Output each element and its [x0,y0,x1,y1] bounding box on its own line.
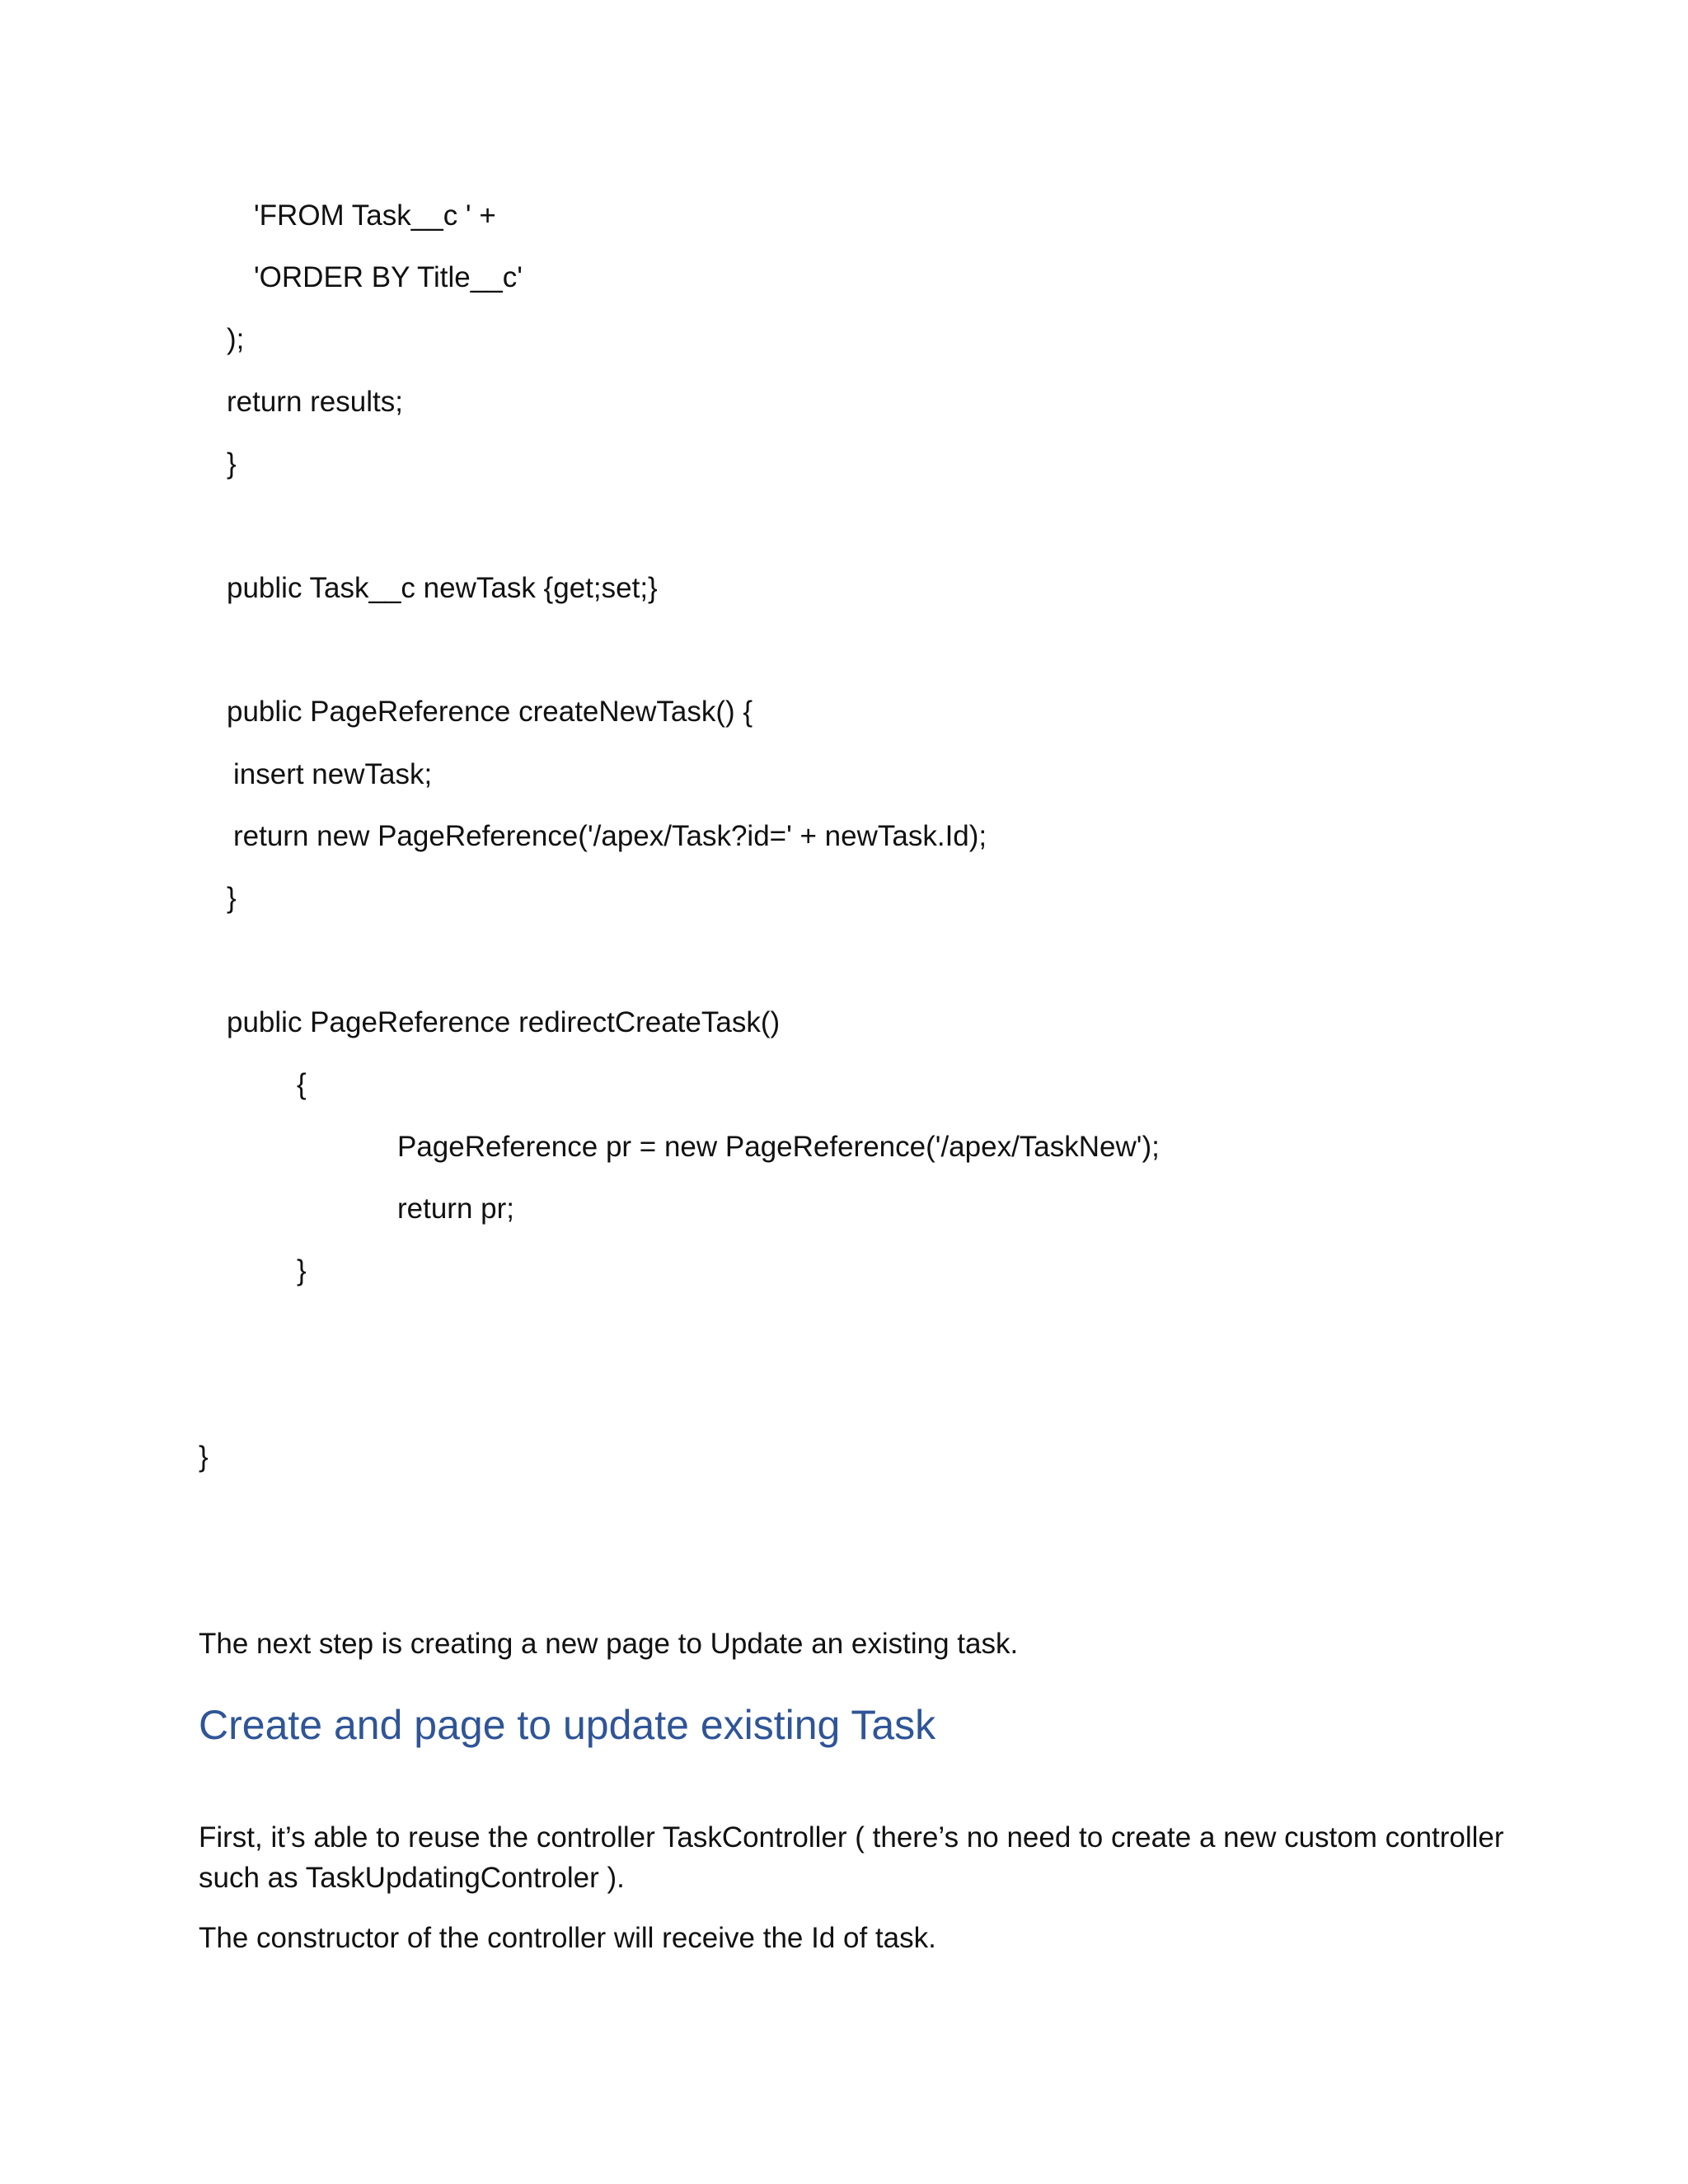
code-line-class-close: } [199,1441,209,1473]
code-line-close-paren: ); [227,323,245,355]
code-line-page-reference: PageReference pr = new PageReference('/apex/TaskNew'); [397,1131,1160,1163]
code-line-close-brace: } [297,1254,307,1286]
code-line-newtask-property: public Task__c newTask {get;set;} [227,572,658,604]
reuse-controller-paragraph: First, it’s able to reuse the controller TaskController ( there’s no need to create a new custom controller such as TaskUpdatingControler ). [199,1821,1504,1894]
code-line-return-results: return results; [227,386,403,418]
code-line-orderby: 'ORDER BY Title__c' [254,261,523,293]
next-step-paragraph: The next step is creating a new page to Update an existing task. [199,1628,1019,1660]
code-line-return-pr: return pr; [397,1193,514,1225]
code-line-from: 'FROM Task__c ' + [254,199,496,232]
code-line-close-brace: } [227,448,237,480]
code-line-redirect-method: public PageReference redirectCreateTask() [227,1006,781,1038]
code-line-insert: insert newTask; [233,758,433,790]
section-heading: Create and page to update existing Task [199,1702,936,1748]
code-line-return-new: return new PageReference('/apex/Task?id=' + newTask.Id); [233,820,987,852]
constructor-paragraph: The constructor of the controller will receive the Id of task. [199,1922,936,1954]
code-line-close-brace: } [227,882,237,914]
code-line-create-method: public PageReference createNewTask() { [227,696,753,728]
code-line-open-brace: { [297,1068,307,1100]
